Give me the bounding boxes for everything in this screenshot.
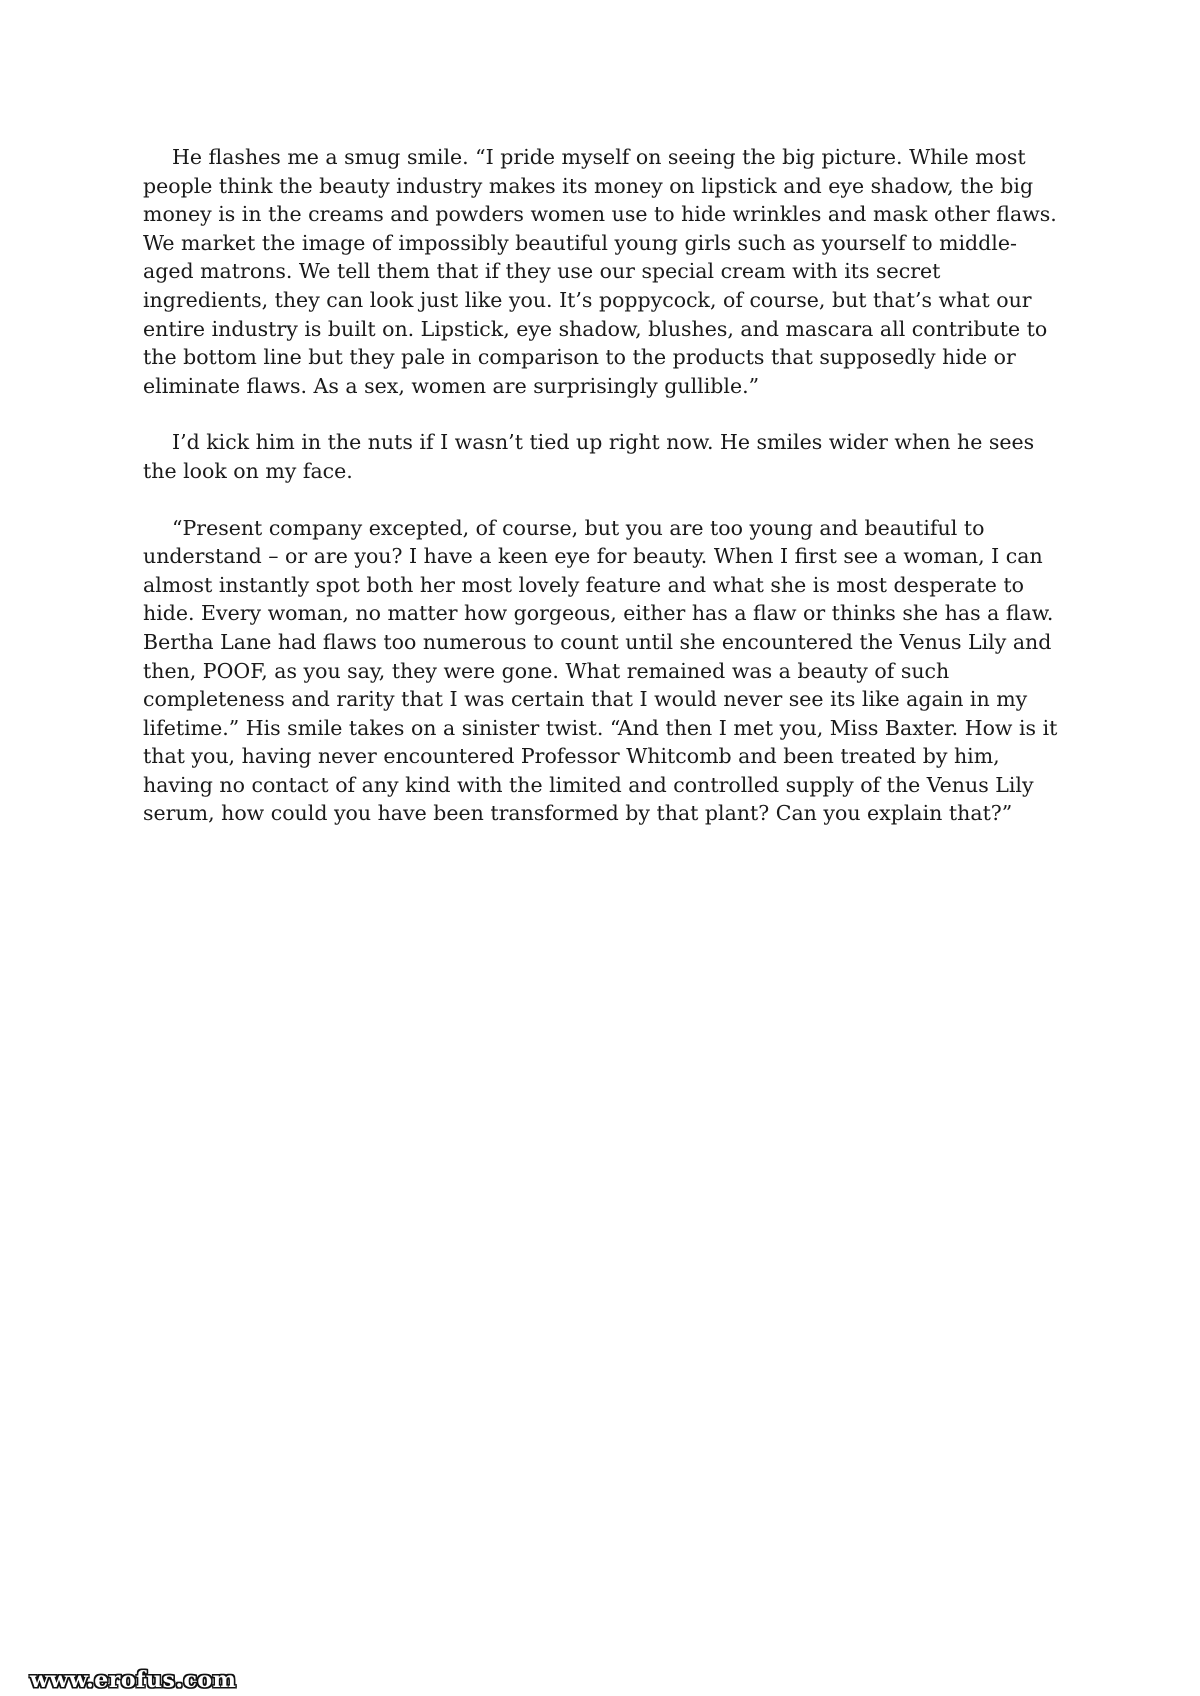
watermark-text: www.erofus.com xyxy=(30,1667,237,1693)
paragraph-3: “Present company excepted, of course, but you are too young and beautiful to understand – or are you? I have a keen eye for beauty. When I first see a woman, I can almost instantly spot both her most lovely feature and what she is most desperate to hide. Every woman, no matter how gorgeous, either has a flaw or thinks she has a flaw. Bertha Lane had flaws too numerous to count until she encountered the Venus Lily and then, POOF, as you say, they were gone. What remained was a beauty of such completeness and rarity that I was certain that I would never see its like again in my lifetime.” His smile takes on a sinister twist. “And then I met you, Miss Baxter. How is it that you, having never encountered Professor Whitcomb and been treated by him, having no contact of any kind with the limited and controlled supply of the Venus Lily serum, how could you have been transformed by that plant? Can you explain that?” xyxy=(143,515,1058,826)
story-text xyxy=(143,143,1063,856)
paragraph-1: He flashes me a smug smile. “I pride myself on seeing the big picture. While most people think the beauty industry makes its money on lipstick and eye shadow, the big money is in the creams and powders women use to hide wrinkles and mask other flaws. We market the image of impossibly beautiful young girls such as yourself to middle-aged matrons. We tell them that if they use our special cream with its secret ingredients, they can look just like you. It’s poppycock, of course, but that’s what our entire industry is built on. Lipstick, eye shadow, blushes, and mascara all contribute to the bottom line but they pale in comparison to the products that supposedly hide or eliminate flaws. As a sex, women are surprisingly gullible.” xyxy=(143,145,1057,398)
paragraph-2: I’d kick him in the nuts if I wasn’t tied up right now. He smiles wider when he sees the look on my face. xyxy=(143,430,1035,483)
